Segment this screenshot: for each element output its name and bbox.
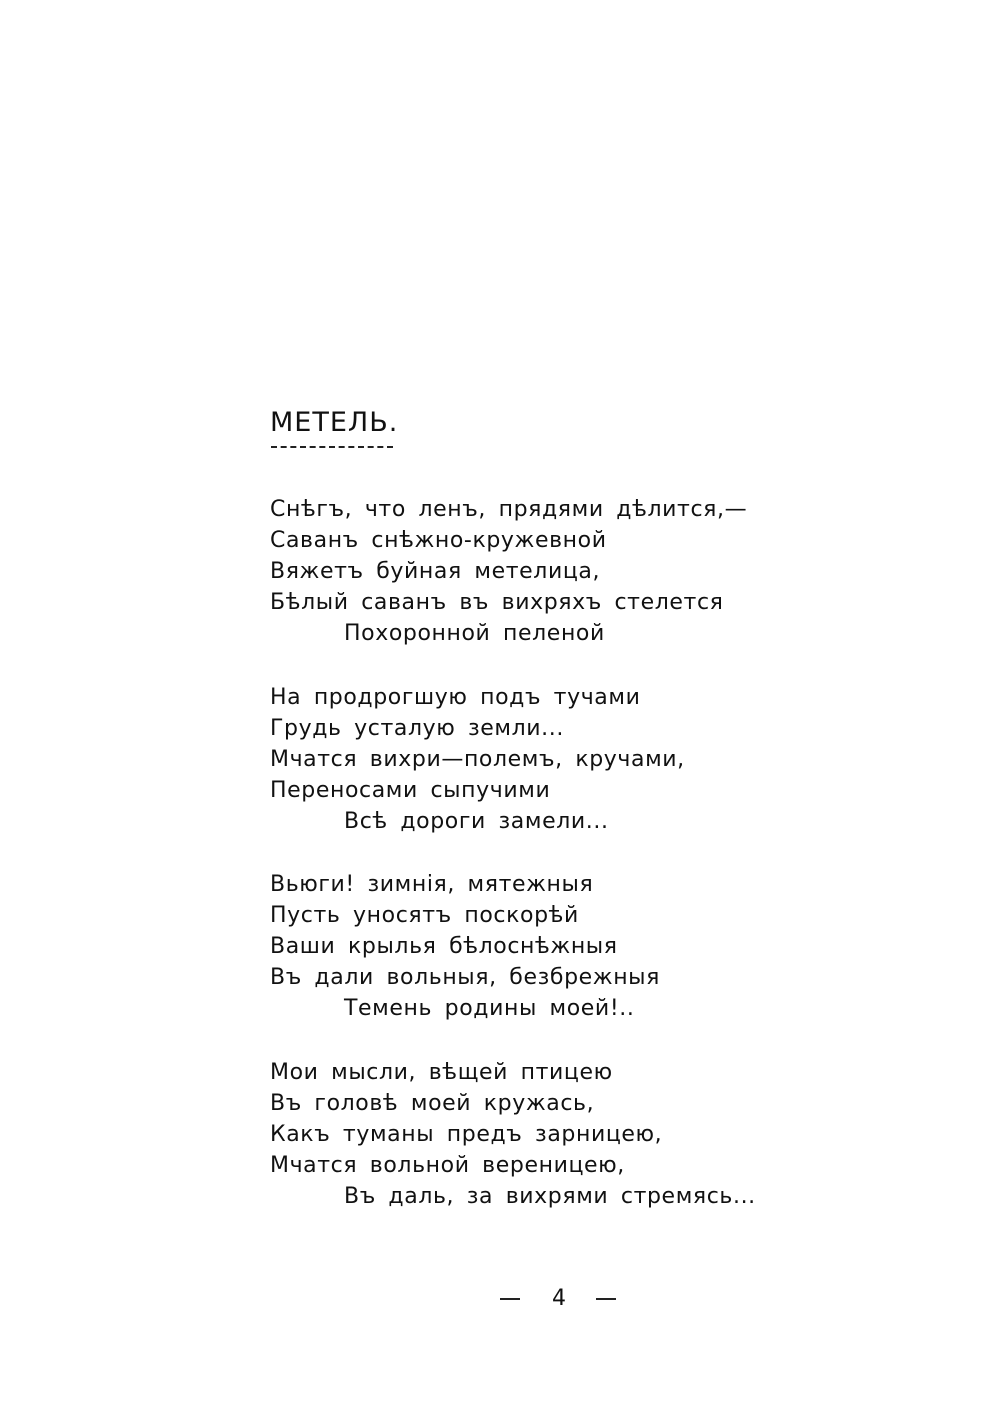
poem-title: МЕТЕЛЬ. — [270, 407, 399, 438]
left-dash — [500, 1298, 520, 1300]
verse-line-indented: Темень родины моей!.. — [344, 996, 635, 1021]
verse-line: Грудь усталую земли... — [270, 716, 564, 741]
page-number-value: 4 — [552, 1286, 566, 1311]
verse-line: Какъ туманы предъ зарницею, — [270, 1122, 663, 1147]
verse-line: Мчатся вихри—полемъ, кручами, — [270, 747, 685, 772]
verse-line: Вяжетъ буйная метелица, — [270, 559, 601, 584]
verse-line: Вьюги! зимнія, мятежныя — [270, 872, 594, 897]
verse-line-indented: Въ даль, за вихрями стремясь... — [344, 1184, 756, 1209]
stanza-1 — [270, 494, 790, 649]
verse-line: Пусть уносятъ поскорѣй — [270, 903, 579, 928]
verse-line: Переносами сыпучими — [270, 778, 551, 803]
verse-line: Снѣгъ, что ленъ, прядями дѣлится,— — [270, 497, 748, 522]
verse-line-indented: Похоронной пеленой — [344, 621, 605, 646]
verse-line: Саванъ снѣжно-кружевной — [270, 528, 607, 553]
verse-line: На продрогшую подъ тучами — [270, 685, 641, 710]
verse-line: Бѣлый саванъ въ вихряхъ стелется — [270, 590, 724, 615]
stanza-4 — [270, 1057, 790, 1212]
verse-line: Ваши крылья бѣлоснѣжныя — [270, 934, 618, 959]
verse-line: Въ дали вольныя, безбрежныя — [270, 965, 660, 990]
verse-line: Мчатся вольной вереницею, — [270, 1153, 625, 1178]
verse-line: Мои мысли, вѣщей птицею — [270, 1060, 613, 1085]
stanza-2 — [270, 682, 790, 837]
verse-line-indented: Всѣ дороги замели... — [344, 809, 609, 834]
verse-line: Въ головѣ моей кружась, — [270, 1091, 595, 1116]
stanza-3 — [270, 869, 790, 1024]
title-underline — [271, 446, 393, 448]
page-number — [500, 1283, 630, 1315]
right-dash — [596, 1298, 616, 1300]
